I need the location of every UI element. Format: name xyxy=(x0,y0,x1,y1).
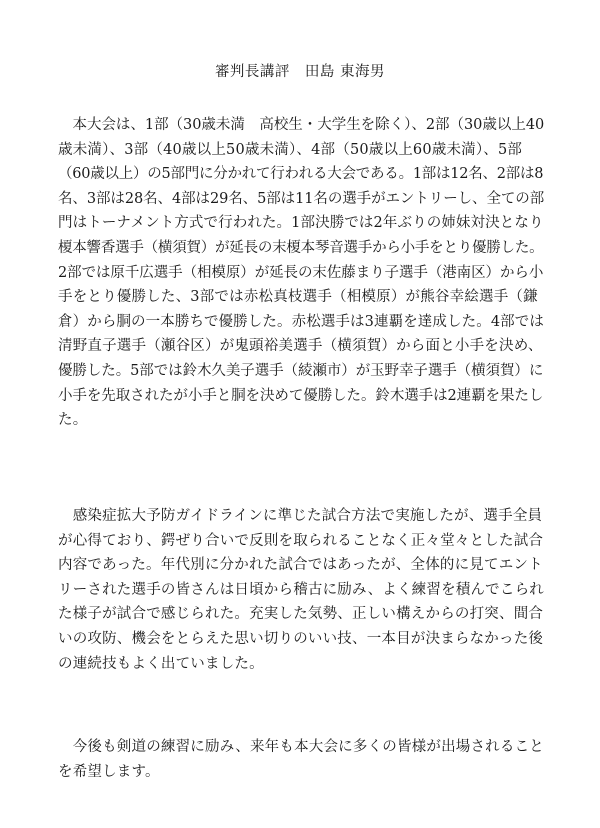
paragraph-evaluation xyxy=(58,504,544,676)
paragraph-line: が心得ており、鍔ぜり合いで反則を取られることなく正々堂々とした試合 xyxy=(58,532,544,549)
paragraph-line: 清野直子選手（瀬谷区）が鬼頭裕美選手（横須賀）から面と小手を決め、 xyxy=(58,338,543,355)
paragraph-line: 門はトーナメント方式で行われた。1部決勝では2年ぶりの姉妹対決となり xyxy=(58,215,544,232)
paragraph-line: 倉）から胴の一本勝ちで優勝した。赤松選手は3連覇を達成した。4部では xyxy=(58,313,545,330)
paragraph-line: 感染症拡大予防ガイドラインに準じた試合方法で実施したが、選手全員 xyxy=(58,508,543,524)
paragraph-line: 内容であった。年代別に分かれた試合ではあったが、全体的に見てエント xyxy=(58,557,543,574)
paragraph-line: 本大会は、1部（30歳未満 高校生・大学生を除く）、2部（30歳以上40 xyxy=(58,117,545,133)
paragraph-line: 今後も剣道の練習に励み、来年も本大会に多くの皆様が出場されること xyxy=(58,739,544,755)
document-title: 審判長講評 田島 東海男 xyxy=(214,64,386,80)
paragraph-line: た。 xyxy=(58,412,88,429)
paragraph-closing xyxy=(58,735,544,784)
paragraph-line: を希望します。 xyxy=(58,763,160,780)
paragraph-line: 榎本響香選手（横須賀）が延長の末榎本琴音選手から小手をとり優勝した。 xyxy=(58,239,544,256)
paragraph-line: 名、3部は28名、4部は29名、5部は11名の選手がエントリーし、全ての部 xyxy=(58,190,545,207)
paragraph-line: 小手を先取されたが小手と胴を決めて優勝した。鈴木選手は2連覇を果たし xyxy=(58,387,544,404)
paragraph-line: 2部では原千広選手（相模原）が延長の末佐藤まり子選手（港南区）から小 xyxy=(58,264,544,281)
paragraph-line: た様子が試合で感じられた。充実した気勢、正しい構えからの打突、間合 xyxy=(58,606,544,623)
paragraph-line: 歳未満）、3部（40歳以上50歳未満）、4部（50歳以上60歳未満）、5部 xyxy=(58,141,523,158)
paragraph-line: 手をとり優勝した、3部では赤松真枝選手（相模原）が熊谷幸絵選手（鎌 xyxy=(58,289,538,306)
paragraph-line: （60歳以上）の5部門に分かれて行われる大会である。1部は12名、2部は8 xyxy=(58,166,544,183)
paragraph-line: リーされた選手の皆さんは日頃から稽古に励み、よく練習を積んでこられ xyxy=(58,581,544,598)
paragraph-results xyxy=(58,113,544,433)
paragraph-line: 優勝した。5部では鈴木久美子選手（綾瀬市）が玉野幸子選手（横須賀）に xyxy=(58,362,544,379)
paragraph-line: いの攻防、機会をとらえた思い切りのいい技、一本目が決まらなかった後 xyxy=(58,630,544,647)
paragraph-line: の連続技もよく出ていました。 xyxy=(58,655,264,672)
